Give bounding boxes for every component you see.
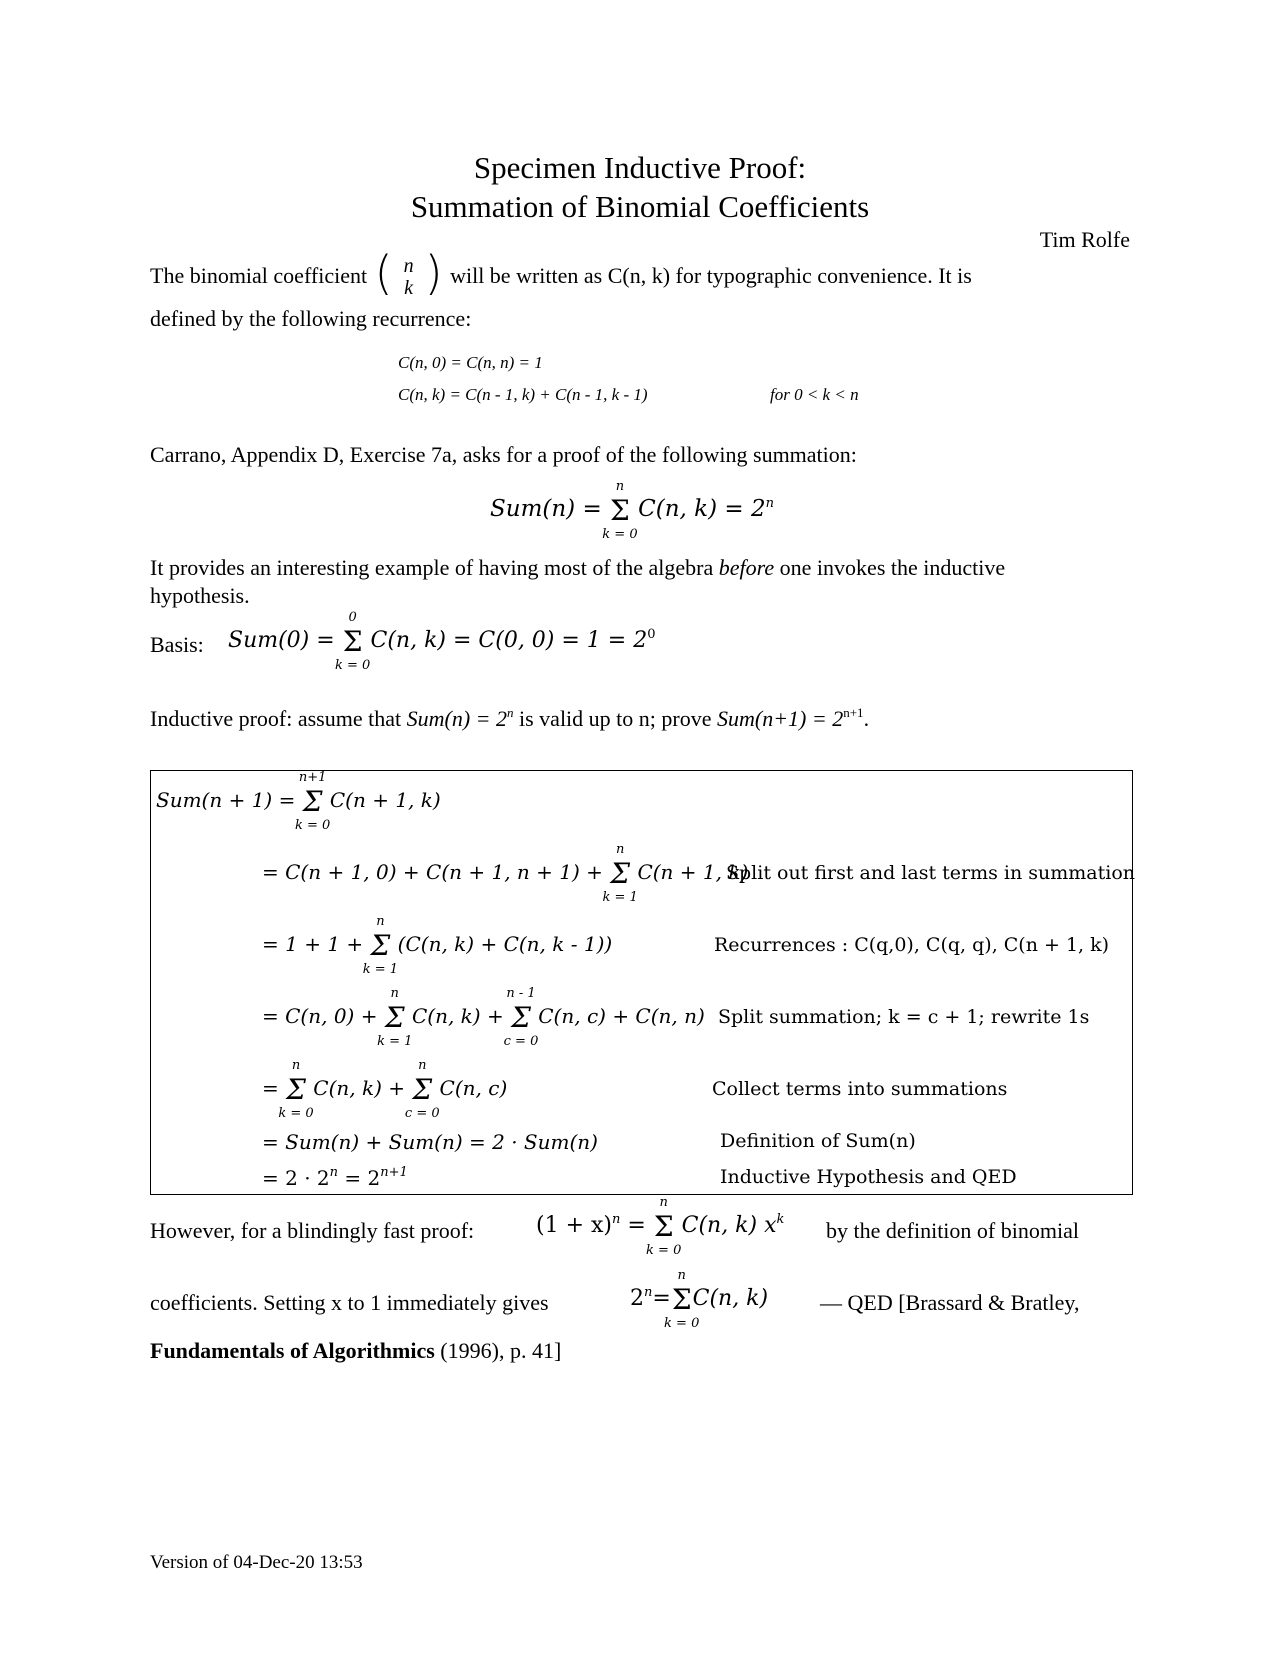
binom-top: n (403, 255, 414, 277)
sigma-icon: Σ n k = 1 (362, 914, 399, 977)
binom-bottom: k (404, 277, 414, 299)
intro-line-2: defined by the following recurrence: (150, 306, 472, 331)
proof-line-4: = Σ n k = 0 C(n, k) + Σ n c = 0 C(n, c) (262, 1058, 508, 1121)
title-line-1: Specimen Inductive Proof: (473, 150, 807, 185)
proof-line-3: = C(n, 0) + Σ n k = 1 C(n, k) + Σ n - 1 c = 0 C(n, c) + C(n, n) (262, 986, 705, 1049)
main-formula-lhs: Sum(n) = (490, 496, 602, 522)
interesting-line-1: It provides an interesting example of having most of the algebra before one invokes the inductive (150, 555, 1006, 580)
sigma-icon: Σ 0 k = 0 (334, 610, 371, 673)
intro-line-1 (150, 246, 972, 300)
binomial-symbol: ( n k ) (374, 246, 443, 300)
main-formula-body: C(n, k) = 2 (638, 496, 766, 522)
proof-line-1: = C(n + 1, 0) + C(n + 1, n + 1) + Σ n k = 1 C(n + 1, k) (262, 842, 749, 905)
sigma-icon: Σ n+1 k = 0 (294, 770, 331, 833)
main-formula (490, 479, 774, 542)
proof-line-5: = Sum(n) + Sum(n) = 2 · Sum(n) (262, 1130, 598, 1154)
sigma-icon: Σ n k = 1 (377, 986, 413, 1049)
proof-line-0: Sum(n + 1) = Σ n+1 k = 0 C(n + 1, k) (156, 770, 441, 833)
basis-formula: Sum(0) = Σ 0 k = 0 C(n, k) = C(0, $0) = 1 = 2^0$ (228, 610, 656, 673)
recurrence-line-2: C(n, k) = C(n - 1, k) + C(n - 1, k - 1) (398, 385, 648, 404)
interesting-line-2: hypothesis. (150, 583, 250, 608)
sigma-icon: Σ n k = 1 (602, 842, 638, 905)
fast-proof-text: However, for a blindingly fast proof: (150, 1218, 475, 1243)
sigma-icon: Σ n c = 0 (404, 1058, 440, 1121)
fast-proof2-text: coefficients. Setting x to 1 immediately gives (150, 1290, 549, 1315)
sigma-icon: Σ n - 1 c = 0 (503, 986, 539, 1049)
recurrence-condition: for 0 < k < n (770, 385, 859, 404)
book-title: Fundamentals of Algorithmics (150, 1338, 435, 1363)
proof-note-4: Collect terms into summations (712, 1078, 1008, 1100)
sigma-icon: Σ n k = 0 (646, 1195, 682, 1258)
proof-note-2: Recurrences : C(q,0), C(q, q), C(n + 1, k) (714, 934, 1110, 956)
basis-label: Basis: (150, 632, 204, 657)
intro-text-a: The binomial coefficient (150, 263, 368, 289)
proof-line-2: = 1 + 1 + Σ n k = 1 (C(n, k) + C(n, k - 1)) (262, 914, 613, 977)
proof-note-5: Definition of Sum(n) (720, 1130, 916, 1152)
proof-line-6: = $2 \cdot 2^n = 2^{n+1}$ (262, 1165, 408, 1190)
citation: Fundamentals of Algorithmics (1996), p. 41] (150, 1338, 562, 1363)
exercise-text: Carrano, Appendix D, Exercise 7a, asks for a proof of the following summation: (150, 442, 857, 467)
title-line-2: Summation of Binomial Coefficients (410, 189, 870, 224)
proof-note-1: Split out first and last terms in summation (726, 862, 1135, 884)
fast-proof-text-b: by the definition of binomial (826, 1218, 1079, 1243)
author: Tim Rolfe (1039, 227, 1130, 252)
fast-proof-formula: $(1 + x)^n = \Sigma$ n k = 0 C(n, k) $x^k$ (536, 1195, 785, 1258)
sigma-icon: Σ n k = 0 (664, 1268, 700, 1331)
intro-text-b: will be written as C(n, k) for typographic convenience. It is (450, 263, 972, 289)
sigma-icon: Σ n k = 0 (278, 1058, 314, 1121)
main-formula-exp: n (765, 496, 774, 511)
recurrence-line-1: C(n, 0) = C(n, n) = 1 (398, 353, 543, 372)
fast-proof2-formula: $2^n=\Sigma$ n k = 0 C(n, k) (630, 1268, 769, 1331)
fast-proof2-text-b: — QED [Brassard & Bratley, (820, 1290, 1080, 1315)
sigma-icon: Σ n k = 0 (602, 479, 638, 542)
proof-note-6: Inductive Hypothesis and QED (720, 1166, 1017, 1188)
proof-note-3: Split summation; k = c + 1; rewrite 1s (718, 1006, 1090, 1028)
footer-version: Version of 04-Dec-20 13:53 (150, 1552, 363, 1573)
inductive-statement: Inductive proof: assume that $Sum(n) = 2^n$ is valid up to n; prove $Sum(n+1) = 2^{n+1}$. (150, 705, 870, 731)
